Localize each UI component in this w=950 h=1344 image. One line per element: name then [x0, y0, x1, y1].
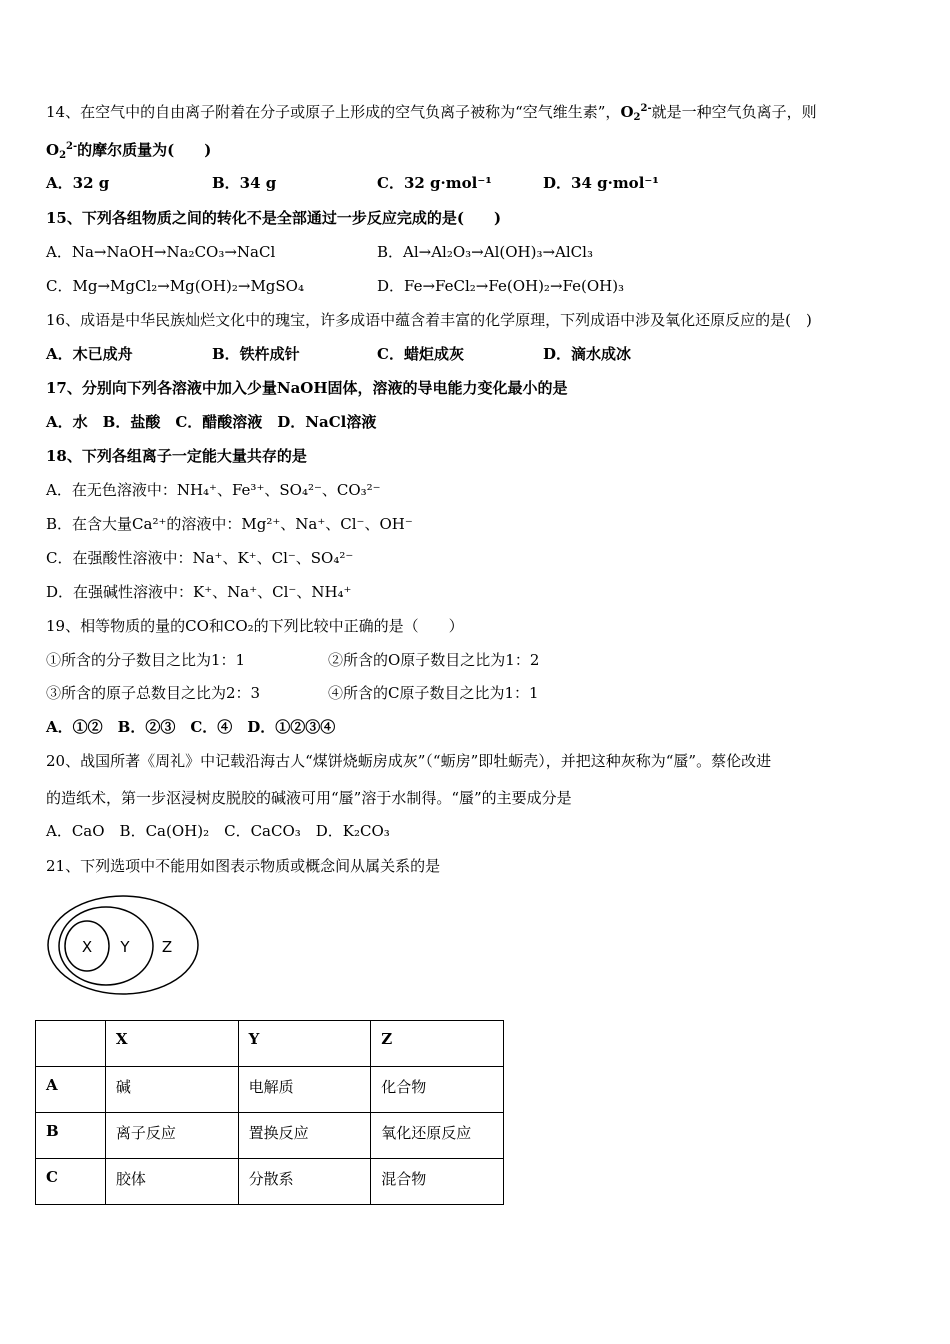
q14-options: [46, 173, 906, 193]
q15-option-c[interactable]: C．Mg→MgCl₂→Mg(OH)₂→MgSO₄: [46, 277, 304, 295]
q15-stem: 15、下列各组物质之间的转化不是全部通过一步反应完成的是( ): [46, 209, 502, 227]
table-cell: A: [36, 1067, 106, 1113]
middle-ellipse-y: [59, 907, 153, 985]
q16-options: [46, 344, 906, 364]
q17-options[interactable]: A．水 B．盐酸 C．醋酸溶液 D．NaCl溶液: [46, 413, 377, 431]
table-header-cell: [36, 1021, 106, 1067]
q18-option-d[interactable]: D．在强碱性溶液中：K⁺、Na⁺、Cl⁻、NH₄⁺: [46, 583, 352, 601]
table-cell: B: [36, 1113, 106, 1159]
q14-stem-line2: $O_2^{2-}$的摩尔质量为( ): [46, 141, 212, 161]
q19-options[interactable]: A．①② B．②③ C．④ D．①②③④: [46, 718, 336, 736]
q19-items-row1: [46, 650, 906, 670]
diagram-label-z: Z: [161, 938, 173, 956]
q16-option-d[interactable]: D．滴水成冰: [543, 345, 632, 363]
q15-options-row1: [46, 242, 906, 262]
q15-option-a[interactable]: A．Na→NaOH→Na₂CO₃→NaCl: [46, 243, 276, 261]
q14-option-b[interactable]: B．34 g: [212, 174, 277, 192]
table-header-cell: X: [105, 1021, 238, 1067]
table-cell: 化合物: [371, 1067, 504, 1113]
q19-item-1: ①所含的分子数目之比为1：1: [46, 651, 246, 669]
table-cell: 置换反应: [238, 1113, 371, 1159]
q15-options-row2: [46, 276, 906, 296]
q17-stem: 17、分别向下列各溶液中加入少量NaOH固体，溶液的导电能力变化最小的是: [46, 379, 568, 397]
q21-options-table: [35, 1020, 504, 1205]
q16-option-b[interactable]: B．铁杵成针: [212, 345, 300, 363]
q20-stem-line2: 的造纸术，第一步沤浸树皮脱胶的碱液可用“蜃”溶于水制得。“蜃”的主要成分是: [46, 789, 572, 807]
q19-item-3: ③所含的原子总数目之比为2：3: [46, 684, 261, 702]
q14-option-c[interactable]: C．32 g·mol⁻¹: [377, 174, 492, 192]
q18-stem: 18、下列各组离子一定能大量共存的是: [46, 447, 307, 465]
q19-stem: 19、相等物质的量的CO和CO₂的下列比较中正确的是（ ）: [46, 617, 464, 635]
q16-option-a[interactable]: A．木已成舟: [46, 345, 133, 363]
table-row[interactable]: [36, 1113, 504, 1159]
table-cell: 胶体: [105, 1159, 238, 1205]
table-header-row: [36, 1021, 504, 1067]
q15-option-b[interactable]: B．Al→Al₂O₃→Al(OH)₃→AlCl₃: [377, 243, 593, 261]
q20-options[interactable]: A．CaO B．Ca(OH)₂ C．CaCO₃ D．K₂CO₃: [46, 822, 390, 840]
q14-option-a[interactable]: A．32 g: [46, 174, 110, 192]
q14-option-d[interactable]: D．34 g·mol⁻¹: [543, 174, 659, 192]
q19-items-row2: [46, 683, 906, 703]
diagram-label-x: X: [81, 938, 93, 956]
q16-option-c[interactable]: C．蜡炬成灰: [377, 345, 464, 363]
table-cell: 离子反应: [105, 1113, 238, 1159]
q15-option-d[interactable]: D．Fe→FeCl₂→Fe(OH)₂→Fe(OH)₃: [377, 277, 625, 295]
q16-stem: 16、成语是中华民族灿烂文化中的瑰宝，许多成语中蕴含着丰富的化学原理，下列成语中涉及氧化还原反应的是( ): [46, 311, 812, 329]
q21-stem: 21、下列选项中不能用如图表示物质或概念间从属关系的是: [46, 857, 441, 875]
diagram-label-y: Y: [120, 938, 130, 956]
q21-venn-diagram: [46, 893, 202, 997]
table-cell: 电解质: [238, 1067, 371, 1113]
q18-option-a[interactable]: A．在无色溶液中：NH₄⁺、Fe³⁺、SO₄²⁻、CO₃²⁻: [46, 481, 381, 499]
table-header-cell: Y: [238, 1021, 371, 1067]
table-cell: 碱: [105, 1067, 238, 1113]
table-cell: C: [36, 1159, 106, 1205]
q20-stem-line1: 20、战国所著《周礼》中记载沿海古人“煤饼烧蛎房成灰”（“蛎房”即牡蛎壳），并把这种灰称为“蜃”。蔡伦改进: [46, 752, 772, 770]
table-cell: 分散系: [238, 1159, 371, 1205]
table-cell: 混合物: [371, 1159, 504, 1205]
q14-stem-line1: 14、在空气中的自由离子附着在分子或原子上形成的空气负离子被称为“空气维生素”，$O_2^{2-}$就是一种空气负离子，则: [46, 103, 817, 123]
q19-item-2: ②所含的O原子数目之比为1：2: [328, 651, 540, 669]
q18-option-b[interactable]: B．在含大量Ca²⁺的溶液中：Mg²⁺、Na⁺、Cl⁻、OH⁻: [46, 515, 413, 533]
table-row[interactable]: [36, 1159, 504, 1205]
table-header-cell: Z: [371, 1021, 504, 1067]
table-row[interactable]: [36, 1067, 504, 1113]
q18-option-c[interactable]: C．在强酸性溶液中：Na⁺、K⁺、Cl⁻、SO₄²⁻: [46, 549, 354, 567]
q19-item-4: ④所含的C原子数目之比为1：1: [328, 684, 539, 702]
table-cell: 氧化还原反应: [371, 1113, 504, 1159]
